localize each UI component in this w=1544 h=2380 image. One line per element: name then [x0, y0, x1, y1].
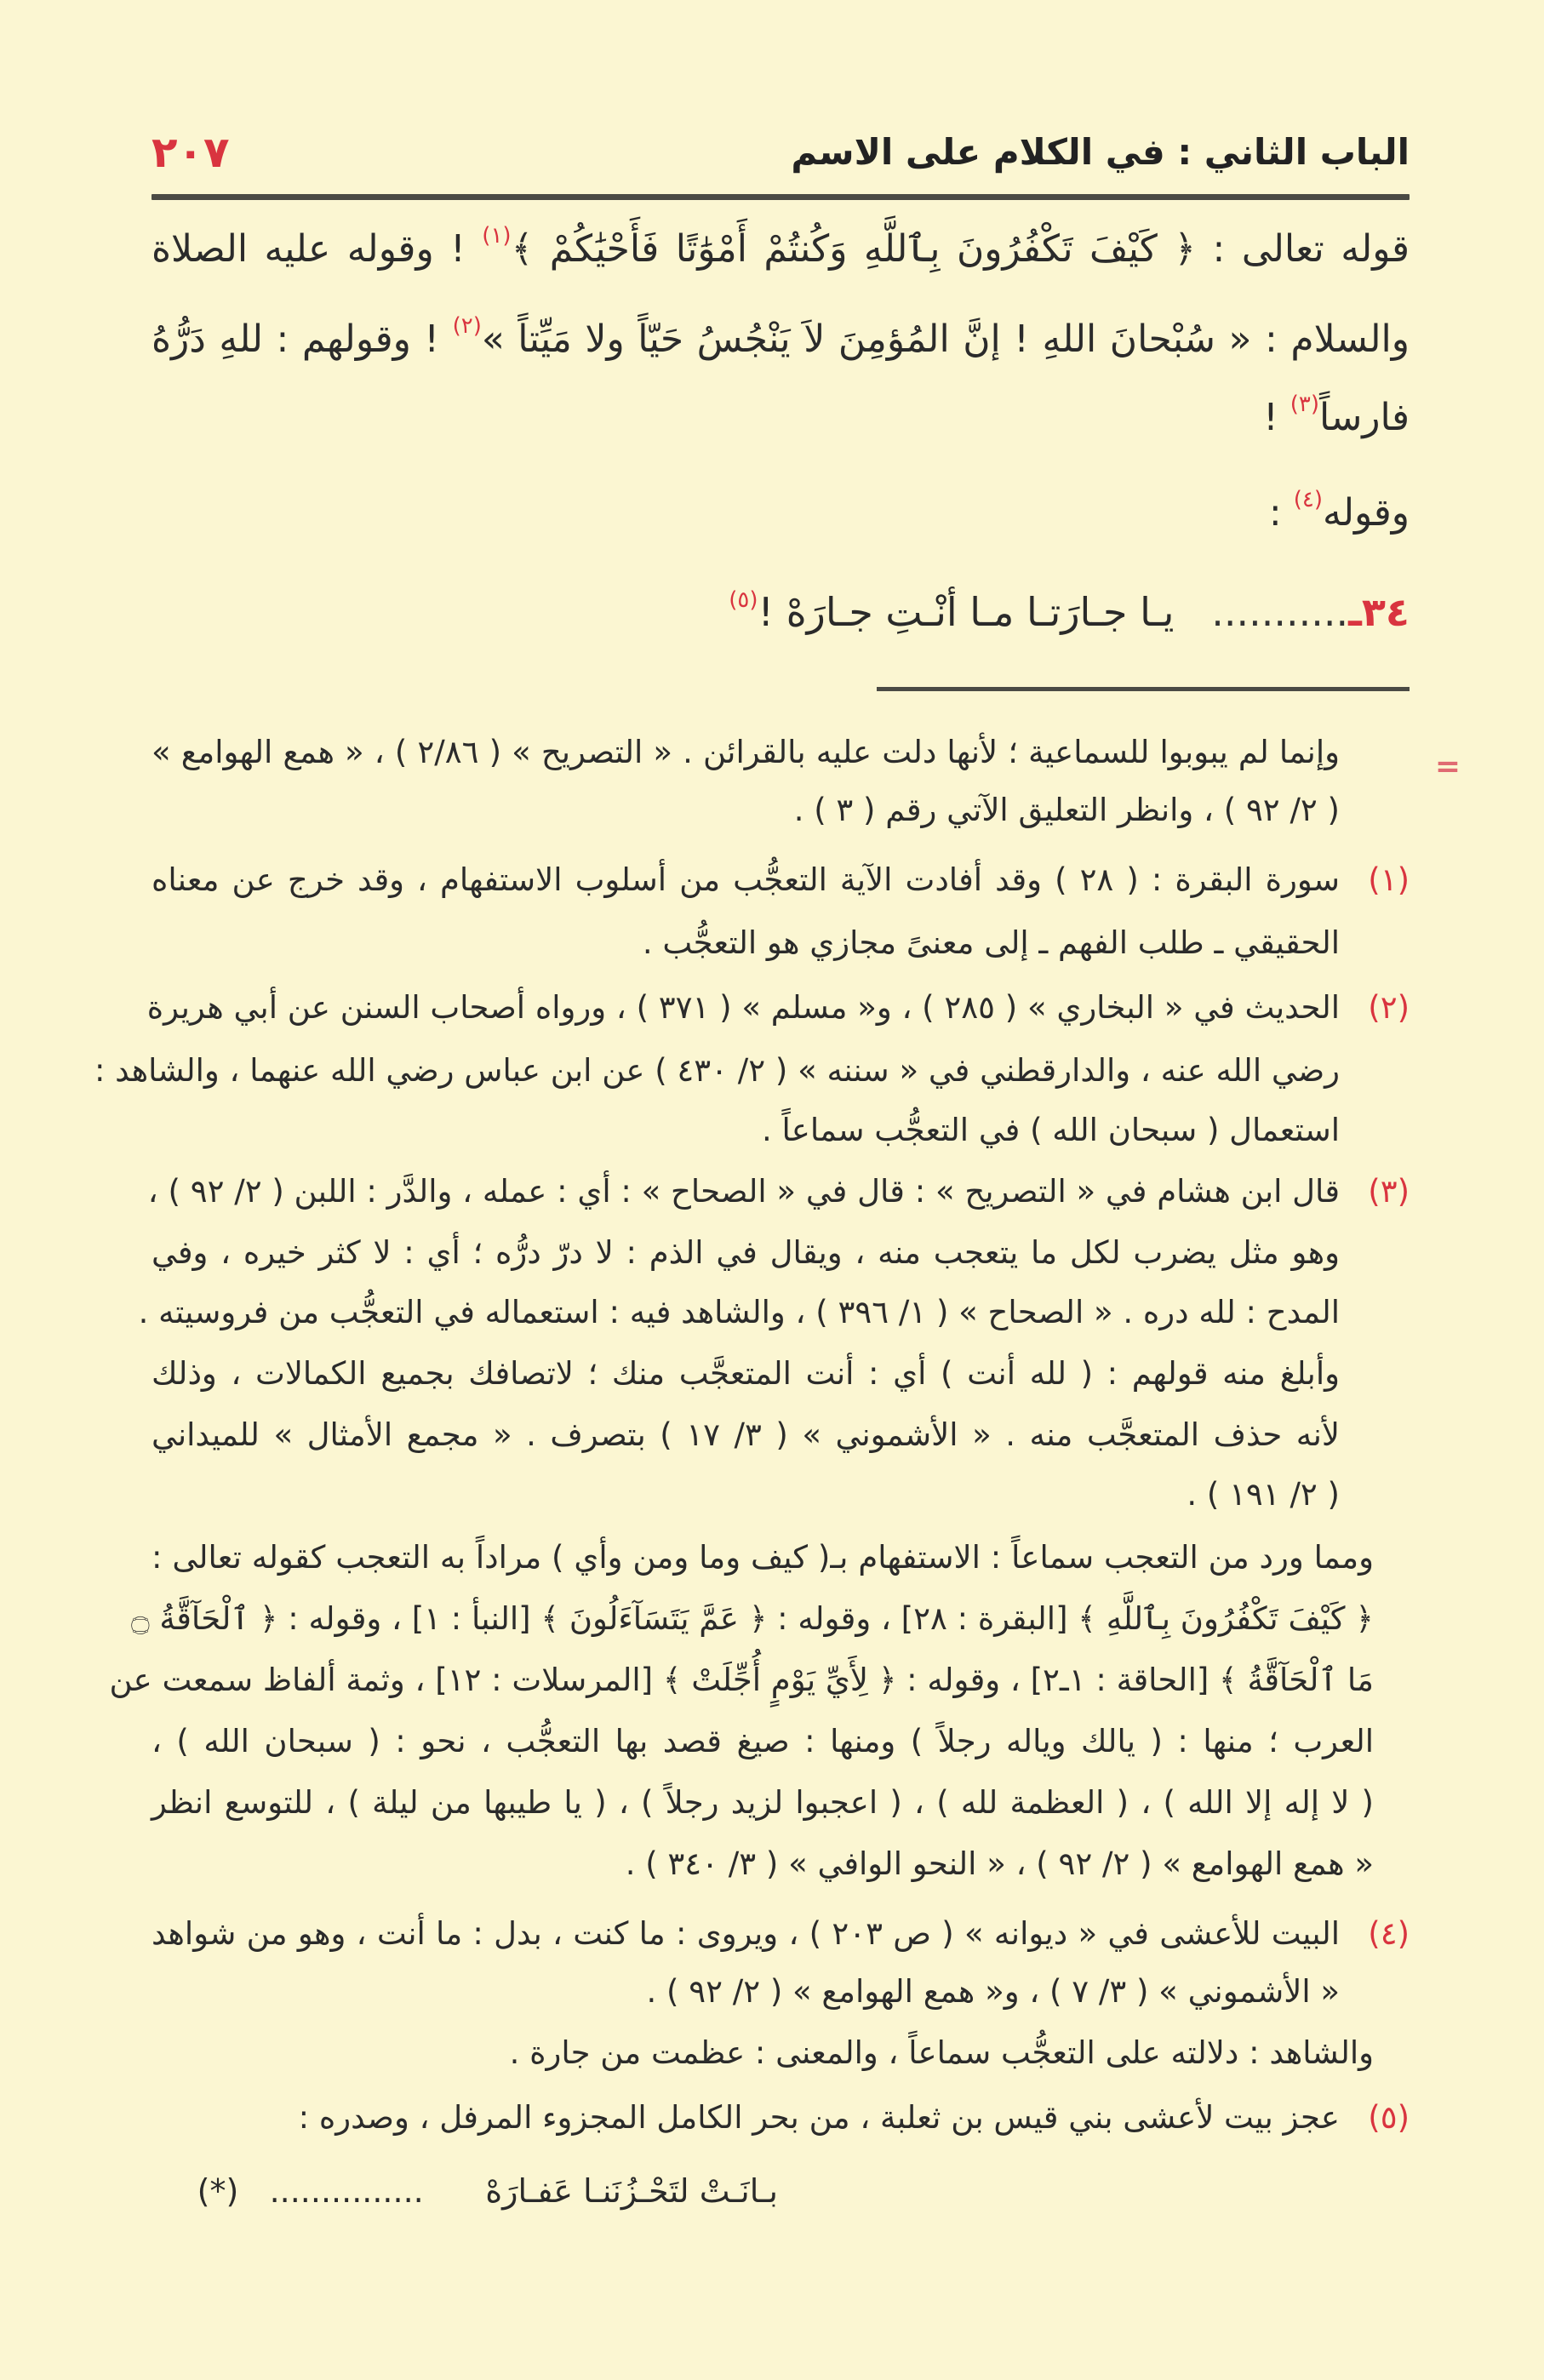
footnote-separator: [877, 687, 1410, 691]
footnote-line: ( لا إله إلا الله ) ، ( العظمة لله ) ، ( اعجبوا لزيد رجلاً ) ، ( يا طيبها من ليلة ) ، للتوسع انظر: [152, 1784, 1374, 1821]
body-text: قوله تعالى : ﴿ كَيْفَ تَكْفُرُونَ بِٱللَّهِ وَكُنتُمْ أَمْوَٰتًا فَأَحْيَٰكُمْ ﴾: [511, 227, 1410, 271]
footnote-ref-3[interactable]: (٣): [1290, 392, 1320, 417]
footnote-number-4: (٤): [1368, 1915, 1410, 1952]
body-text: !: [1263, 396, 1290, 439]
chapter-title: الباب الثاني : في الكلام على الاسم: [791, 131, 1410, 173]
footnote-line: عجز بيت لأعشى بني قيس بن ثعلبة ، من بحر الكامل المجزوء المرفل ، وصدره :: [298, 2099, 1340, 2136]
verse-number: ٣٤ـ: [1348, 589, 1410, 635]
body-text: والسلام : « سُبْحانَ اللهِ ! إنَّ المُؤمِنَ لاَ يَنْجُسُ حَيّاً ولا مَيِّتاً »: [481, 318, 1410, 361]
footnote-line: الحديث في « البخاري » ( ٢٨٥ ) ، و« مسلم » ( ٣٧١ ) ، ورواه أصحاب السنن عن أبي هريرة: [146, 989, 1340, 1026]
closing-verse-mark: (*): [197, 2172, 239, 2210]
footnote-number-2: (٢): [1368, 989, 1410, 1026]
footnote-ref-5[interactable]: (٥): [729, 587, 758, 613]
header-rule: [152, 194, 1410, 200]
verse-ellipsis: ...........: [1211, 589, 1349, 635]
footnote-line: ومما ورد من التعجب سماعاً : الاستفهام بـ( كيف وما ومن وأي ) مراداً به التعجب كقوله تعالى :: [152, 1539, 1374, 1576]
body-text: فارساً: [1319, 396, 1410, 439]
body-line-3: [152, 392, 1410, 439]
footnote-ref-1[interactable]: (١): [482, 223, 512, 249]
verse-text: يـا جـارَتـا مـا أنْـتِ جـارَهْ !: [758, 589, 1175, 635]
footnote-line: مَا ٱلْحَآقَّةُ ﴾ [الحاقة : ١ـ٢] ، وقوله : ﴿ لِأَيِّ يَوْمٍ أُجِّلَتْ ﴾ [المرسلات : ١٢] ، وثمة ألفاظ سمعت عن: [109, 1662, 1374, 1698]
footnote-line: رضي الله عنه ، والدارقطني في « سننه » ( ٢/ ٤٣٠ ) عن ابن عباس رضي الله عنهما ، والشاهد :: [94, 1052, 1340, 1089]
body-text: ! وقولهم : للهِ دَرُّهُ: [152, 318, 453, 361]
footnote-ref-4[interactable]: (٤): [1293, 487, 1323, 512]
body-text: :: [1268, 491, 1294, 535]
footnote-line: « همع الهوامع » ( ٢/ ٩٢ ) ، « النحو الوافي » ( ٣/ ٣٤٠ ) .: [625, 1845, 1374, 1882]
continuation-mark: =: [1434, 749, 1461, 784]
footnote-line: وأبلغ منه قولهم : ( لله أنت ) أي : أنت المتعجَّب منك ؛ لاتصافك بجميع الكمالات ، وذلك: [152, 1355, 1340, 1392]
footnote-line: ( ٢/ ١٩١ ) .: [1187, 1476, 1340, 1513]
footnote-line: لأنه حذف المتعجَّب منه . « الأشموني » ( ٣/ ١٧ ) بتصرف . « مجمع الأمثال » للميداني: [152, 1416, 1340, 1453]
closing-verse-ellipsis: ...............: [269, 2172, 424, 2210]
poem-verse: [357, 587, 1410, 635]
body-line-2: [152, 313, 1410, 361]
footnote-ref-2[interactable]: (٢): [452, 313, 482, 339]
closing-verse-text: بـانَـتْ لتَحْـزُنَنـا عَفـارَهْ: [485, 2172, 778, 2210]
footnote-number-1: (١): [1368, 861, 1410, 898]
footnote-number-3: (٣): [1368, 1173, 1410, 1210]
footnote-line: البيت للأعشى في « ديوانه » ( ص ٢٠٣ ) ، ويروى : ما كنت ، بدل : ما أنت ، وهو من شواهد: [152, 1915, 1340, 1952]
running-header: [152, 128, 1410, 189]
page-number: ٢٠٧: [152, 128, 230, 177]
footnote-line: سورة البقرة : ( ٢٨ ) وقد أفادت الآية التعجُّب من أسلوب الاستفهام ، وقد خرج عن معناه: [152, 861, 1340, 898]
footnote-continuation-line: وإنما لم يبوبوا للسماعية ؛ لأنها دلت عليه بالقرائن . « التصريح » ( ٢/٨٦ ) ، « همع الهوامع »: [152, 734, 1340, 770]
closing-verse: [152, 2172, 778, 2210]
body-text: ! وقوله عليه الصلاة: [152, 227, 483, 271]
footnote-line: الحقيقي ـ طلب الفهم ـ إلى معنىً مجازي هو التعجُّب .: [642, 924, 1340, 961]
footnote-continuation-line: ( ٢/ ٩٢ ) ، وانظر التعليق الآتي رقم ( ٣ ) .: [793, 792, 1340, 828]
footnote-number-5: (٥): [1368, 2099, 1410, 2136]
footnote-line: والشاهد : دلالته على التعجُّب سماعاً ، والمعنى : عظمت من جارة .: [509, 2034, 1374, 2071]
footnote-line: استعمال ( سبحان الله ) في التعجُّب سماعاً .: [761, 1112, 1340, 1148]
footnote-line: المدح : لله دره . « الصحاح » ( ١/ ٣٩٦ ) ، والشاهد فيه : استعماله في التعجُّب من فروسيته .: [138, 1294, 1340, 1330]
footnote-line: وهو مثل يضرب لكل ما يتعجب منه ، ويقال في الذم : لا درّ درُّه ؛ أي : لا كثر خيره ، وفي: [152, 1234, 1340, 1271]
body-line-1: [152, 223, 1410, 271]
body-text: وقوله: [1322, 491, 1410, 535]
body-line-4: [152, 487, 1410, 535]
footnote-line: ﴿ كَيْفَ تَكْفُرُونَ بِٱللَّهِ ﴾ [البقرة : ٢٨] ، وقوله : ﴿ عَمَّ يَتَسَآءَلُونَ ﴾ [النبأ : ١] ، وقوله : ﴿ ٱلْحَآقَّةُ ۝: [130, 1600, 1374, 1637]
footnote-line: العرب ؛ منها : ( يالك وياله رجلاً ) ومنها : صيغ قصد بها التعجُّب ، نحو : ( سبحان الله ) ،: [152, 1723, 1374, 1759]
footnote-line: « الأشموني » ( ٣/ ٧ ) ، و« همع الهوامع » ( ٢/ ٩٢ ) .: [646, 1973, 1340, 2010]
footnote-line: قال ابن هشام في « التصريح » : قال في « الصحاح » : أي : عمله ، والدَّر : اللبن ( ٢/ ٩٢ ) ،: [147, 1173, 1340, 1210]
